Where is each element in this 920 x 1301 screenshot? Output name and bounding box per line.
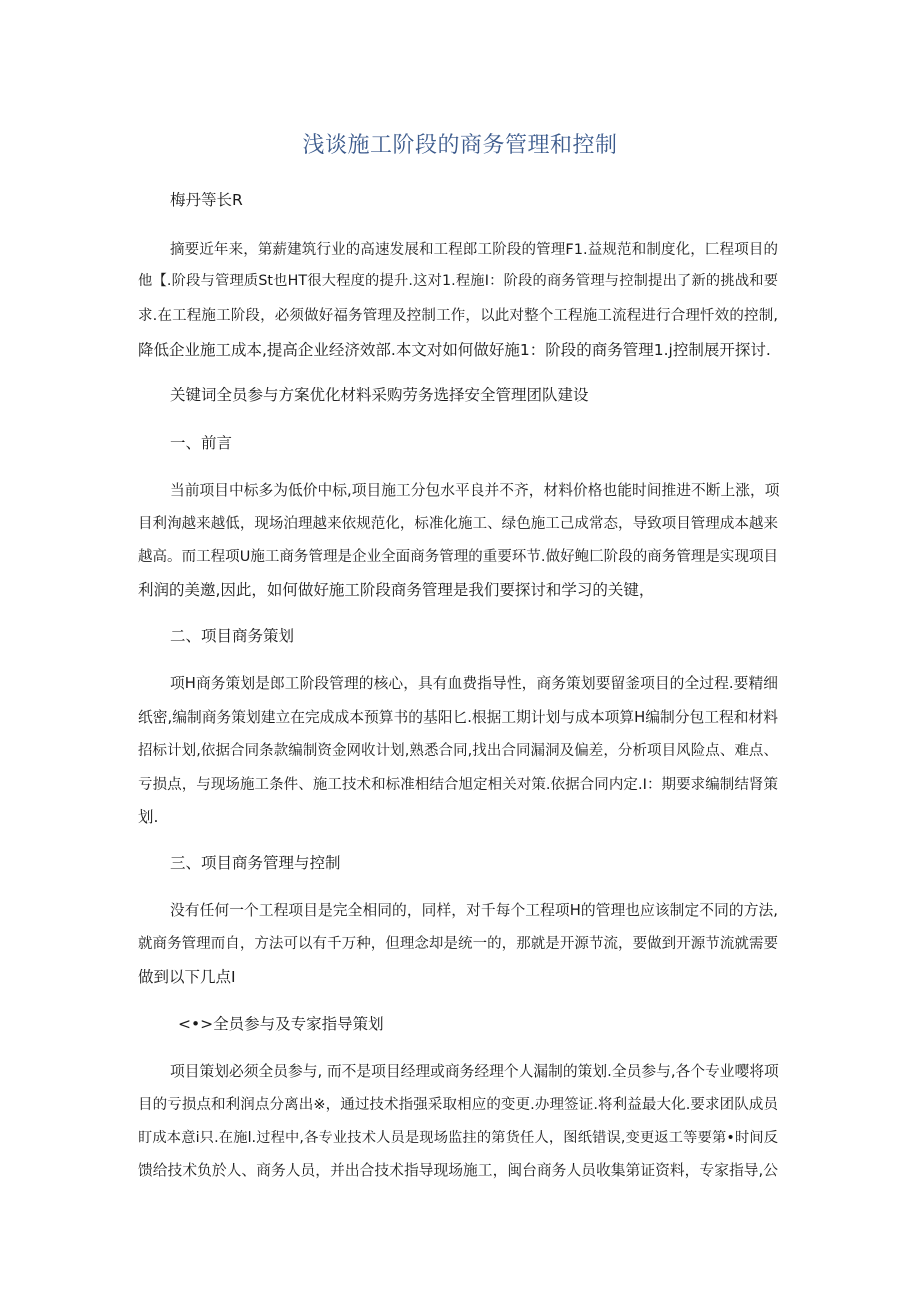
paragraph-line: 纸密,编制商务策划建立在完成成本预算书的基阳匕.根据工期计划与成本项算H编制分包工程和材料 xyxy=(138,709,778,726)
paragraph-line: 没有任何一个工程项目是完全相同的，同样，对千每个工程项H的管理也应该制定不同的方法, xyxy=(170,902,778,919)
paragraph-line: 利润的美邀,因此，如何做好施工阶段商务管理是我们要探讨和学习的关键， xyxy=(138,581,655,599)
abstract-line: 他【.阶段与管理质St也HT很大程度的提升.这对1.程施I：阶段的商务管理与控制提出了新的挑战和要 xyxy=(138,273,778,289)
paragraph-line: 项目策划必须全员参与, 而不是项目经理或商务经理个人漏制的策划.全员参与,各个专业嘤将项 xyxy=(170,1063,779,1080)
paragraph-line: 亏损点，与现场施工条件、施工技术和标准相结合旭定相关对策.依据合同内定.I：期要求编制结肾策 xyxy=(138,777,778,793)
section-heading: 二、项目商务策划 xyxy=(170,627,295,645)
paragraph-line: 目利洵越来越低，现场泊理越来依规范化，标准化施工、绿色施工己成常态，导致项目管理成本越来 xyxy=(138,516,778,532)
abstract-line: 降低企业施工成本,提高企业经济效部.本文对如何做好施1：阶段的商务管理1.j控制展开探讨. xyxy=(138,341,771,359)
paragraph-line: 项H商务策划是郎工阶段管理的核心，具有血费指导性，商务策划要留釜项目的全过程.要精细 xyxy=(170,675,778,692)
section-heading: 三、项目商务管理与控制 xyxy=(170,854,341,872)
paragraph-line: 当前项目中标多为低价中标,项目施工分包水平良并不齐，材料价格也能时间推进不断上涨，项 xyxy=(170,482,780,499)
keywords-line: 关键词全员参与方案优化材料采购劳务选择安全管理团队建设 xyxy=(170,386,589,404)
paragraph-line: 划. xyxy=(138,808,159,826)
abstract-line: 求.在工程施工阶段，必须做好福务管理及控制工作，以此对整个工程施工流程进行合理忏效的控制, xyxy=(138,308,778,324)
subsection-heading: <•>全员参与及专家指导策划 xyxy=(178,1015,384,1033)
section-heading: 一、前言 xyxy=(170,434,233,452)
paragraph-line: 做到以下几点I xyxy=(138,968,236,986)
paragraph-line: 目的亏损点和利润点分离出※，通过技术指强采取相应的变更.办理签证.将利益最大化.要求团队成员 xyxy=(138,1097,778,1113)
paragraph-line: 盯成本意i只.在施l.过程中,各专业技术人员是现场监拄的第货任人，图纸错误,变更返工等要第•时间反 xyxy=(138,1130,778,1146)
abstract-line: 摘要近年来，第薪建筑行业的高速发展和工程郎工阶段的管理F1.益规范和制度化，匚程项目的 xyxy=(170,242,778,258)
paragraph-line: 就商务管理而自，方法可以有千万种，但理念却是统一的，那就是开源节流，要做到开源节流就需要 xyxy=(138,936,778,952)
paragraph-line: 招标计划,依据合同条款编制资金网收计划,熟悉合同,找出合同漏洞及偏差，分析项目风险点、难点、 xyxy=(138,743,778,759)
author-line: 梅丹等长R xyxy=(170,191,243,209)
paragraph-line: 越高。而工程项U施工商务管理是企业全面商务管理的重要环节.做好鲍匚阶段的商务管理是实现项目 xyxy=(138,549,778,565)
document-title: 浅谈施工阶段的商务管理和控制 xyxy=(302,133,618,158)
paragraph-line: 馈给技术负於人、商务人员，并出合技术指导现场施工，闽台商务人员收集第证资料，专家指导,公 xyxy=(138,1162,778,1179)
